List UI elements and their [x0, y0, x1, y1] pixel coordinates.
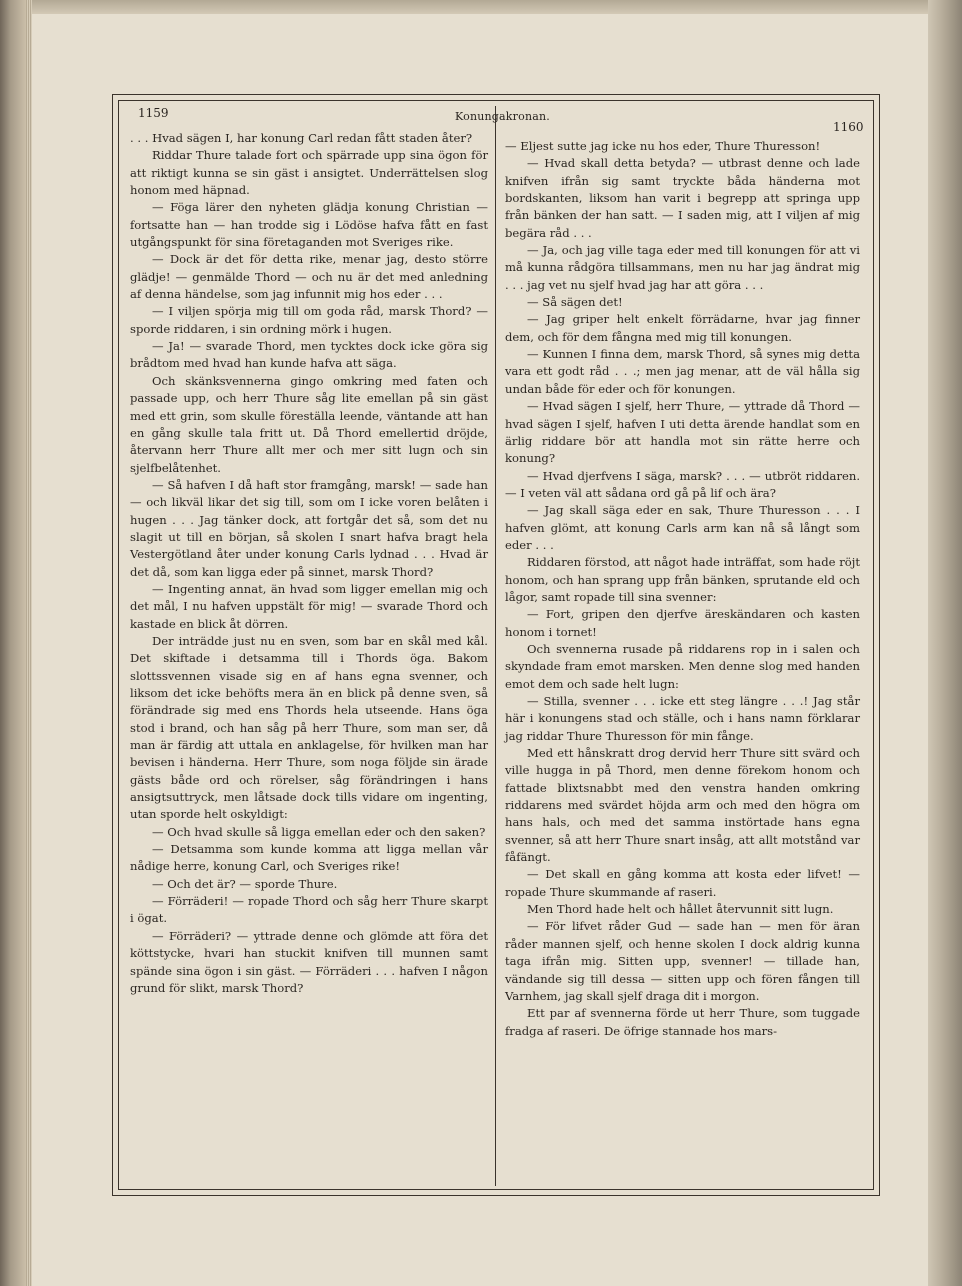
paragraph: — Eljest sutte jag icke nu hos eder, Thure Thuresson!: [505, 139, 821, 153]
paragraph: — Dock är det för detta rike, menar jag, desto större glädje! — genmälde Thord — och nu är det med anledning af denna händelse, som jag infunnit mig hos eder . . .: [130, 252, 488, 302]
paragraph: — Och hvad skulle så ligga emellan eder och den saken?: [152, 824, 486, 839]
paragraph: . . . Hvad sägen I, har konung Carl redan fått staden åter?: [130, 131, 473, 145]
page-top-edge: [0, 0, 962, 14]
column-divider: [495, 106, 496, 1186]
paragraph: — Jag griper helt enkelt förrädarne, hvar jag finner dem, och för dem fångna med mig till konungen.: [505, 312, 860, 344]
book-binding: [0, 0, 26, 1286]
paragraph: — Det skall en gång komma att kosta eder lifvet! — ropade Thure skummande af raseri.: [505, 867, 860, 899]
paragraph: — Fort, gripen den djerfve äreskändaren och kasten honom i tornet!: [505, 607, 860, 639]
page-number-left: 1159: [138, 106, 169, 120]
paragraph: — Kunnen I finna dem, marsk Thord, så synes mig detta vara ett godt råd . . .; men jag menar, att de väl hålla sig undan både för eder och för konungen.: [505, 347, 860, 396]
paragraph: — Så sägen det!: [527, 295, 623, 310]
paragraph: — Detsamma som kunde komma att ligga mellan vår nådige herre, konung Carl, och Sveriges rike!: [130, 842, 488, 874]
left-column: [130, 130, 488, 997]
paragraph: Men Thord hade helt och hållet återvunnit sitt lugn.: [527, 902, 834, 917]
paragraph: Riddaren förstod, att något hade inträffat, som hade röjt honom, och han sprang upp från bänken, sprutande eld och lågor, samt ropade till sina svenner:: [505, 555, 860, 604]
paragraph: — Så hafven I då haft stor framgång, marsk! — sade han — och likväl likar det sig till, som om I icke voren belåten i hugen . . . Jag tänker dock, att fortgår det så, som det nu slagit ut till en början, så skolen I snart hafva bragt hela Vestergötland åter under konung Carls lydnad . . . Hvad är det då, som kan ligga eder på sinnet, marsk Thord?: [130, 477, 488, 579]
paragraph: — Förräderi? — yttrade denne och glömde att föra det köttstycke, hvari han stuckit knifven till munnen samt spände sina ögon i sin gäst. — Förräderi . . . hafven I någon grund för slikt, marsk Thord?: [130, 928, 488, 995]
paragraph: — Jag skall säga eder en sak, Thure Thuresson . . . I hafven glömt, att konung Carls arm kan nå så långt som eder . . .: [505, 503, 860, 552]
paragraph: — För lifvet råder Gud — sade han — men för äran råder mannen sjelf, och henne skolen I dock aldrig kunna taga ifrån mig. Sitten upp, svenner! — tillade han, vändande sig till dessa — sitten upp och fören fången till Varnhem, jag skall sjelf draga dit i morgon.: [505, 919, 860, 1003]
page-right-edge: [928, 0, 962, 1286]
paragraph: Riddar Thure talade fort och spärrade upp sina ögon för att riktigt kunna se sin gäst i ansigtet. Underrättelsen slog honom med häpnad.: [130, 148, 488, 198]
page-number-right: 1160: [833, 120, 864, 134]
paragraph: Ett par af svennerna förde ut herr Thure, som tuggade fradga af raseri. De öfrige stannade hos mars-: [505, 1006, 860, 1038]
paragraph: — I viljen spörja mig till om goda råd, marsk Thord? — sporde riddaren, i sin ordning mörk i hugen.: [130, 304, 488, 336]
paragraph: — Föga lärer den nyheten glädja konung Christian — fortsatte han — han trodde sig i Lödöse hafva fått en fast utgångspunkt för sina företaganden mot Sveriges rike.: [130, 200, 488, 250]
paragraph: — Förräderi! — ropade Thord och såg herr Thure skarpt i ögat.: [130, 894, 488, 926]
paragraph: — Och det är? — sporde Thure.: [152, 876, 338, 891]
paragraph: — Ja, och jag ville taga eder med till konungen för att vi må kunna rådgöra tillsammans, men nu har jag ändrat mig . . . jag vet nu sjelf hvad jag har att göra . . .: [505, 243, 860, 292]
paragraph: Med ett hånskratt drog dervid herr Thure sitt svärd och ville hugga in på Thord, men denne förekom honom och fattade blixtsnabbt med den venstra handen omkring riddarens med svärdet höjda arm och med den högra om hans hals, och med det samma instörtade hans egna svenner, så att herr Thure snart insåg, att allt motstånd var fåfängt.: [505, 746, 860, 865]
right-column: [505, 138, 860, 1040]
paragraph: — Hvad sägen I sjelf, herr Thure, — yttrade då Thord — hvad sägen I sjelf, hafven I uti detta ärende handlat som en ärlig riddare bör att handla mot sin rätte herre och konung?: [505, 399, 860, 466]
paragraph: Och skänksvennerna gingo omkring med faten och passade upp, och herr Thure såg lite emellan på sin gäst med ett grin, som skulle föreställa leende, väntande att han en gång skulle tala fritt ut. Då Thord emellertid dröjde, återvann herr Thure allt mer och mer sitt lugn och sin sjelfbelåtenhet.: [130, 373, 488, 475]
paragraph: — Ingenting annat, än hvad som ligger emellan mig och det mål, I nu hafven uppstält för mig! — svarade Thord och kastade en blick åt dörren.: [130, 581, 488, 631]
paragraph: — Ja! — svarade Thord, men tycktes dock icke göra sig brådtom med hvad han kunde hafva att säga.: [130, 339, 488, 371]
paragraph: — Hvad skall detta betyda? — utbrast denne och lade knifven ifrån sig samt tryckte båda händerna mot bordskanten, liksom han varit i begrepp att springa upp från bänken der han satt. — I saden mig, att I viljen af mig begära råd . . .: [505, 156, 860, 240]
paragraph: Der inträdde just nu en sven, som bar en skål med kål. Det skiftade i detsamma till i Thords öga. Bakom slottssvennen visade sig en af hans egna svenner, och liksom det icke behöfts mera än en blick på denne sven, så förändrade sig med ens Thords hela utseende. Hans öga stod i brand, och han såg på herr Thure, som man ser, då man är färdig att uttala en anklagelse, för hvilken man har bevisen i händerna. Herr Thure, som noga följde sin ärade gästs både ord och rörelser, såg förändringen i hans ansigtsuttryck, men låtsade dock tills vidare om ingenting, utan sporde helt oskyldigt:: [130, 633, 488, 822]
paragraph: Och svennerna rusade på riddarens rop in i salen och skyndade fram emot marsken. Men denne slog med handen emot dem och sade helt lugn:: [505, 641, 860, 691]
paragraph: — Stilla, svenner . . . icke ett steg längre . . .! Jag står här i konungens stad och ställe, och i hans namn förklarar jag riddar Thure Thuresson för min fånge.: [505, 694, 860, 743]
paragraph: — Hvad djerfvens I säga, marsk? . . . — utbröt riddaren. — I veten väl att sådana ord gå på lif och ära?: [505, 468, 860, 500]
running-title: Konungakronan.: [455, 110, 550, 123]
